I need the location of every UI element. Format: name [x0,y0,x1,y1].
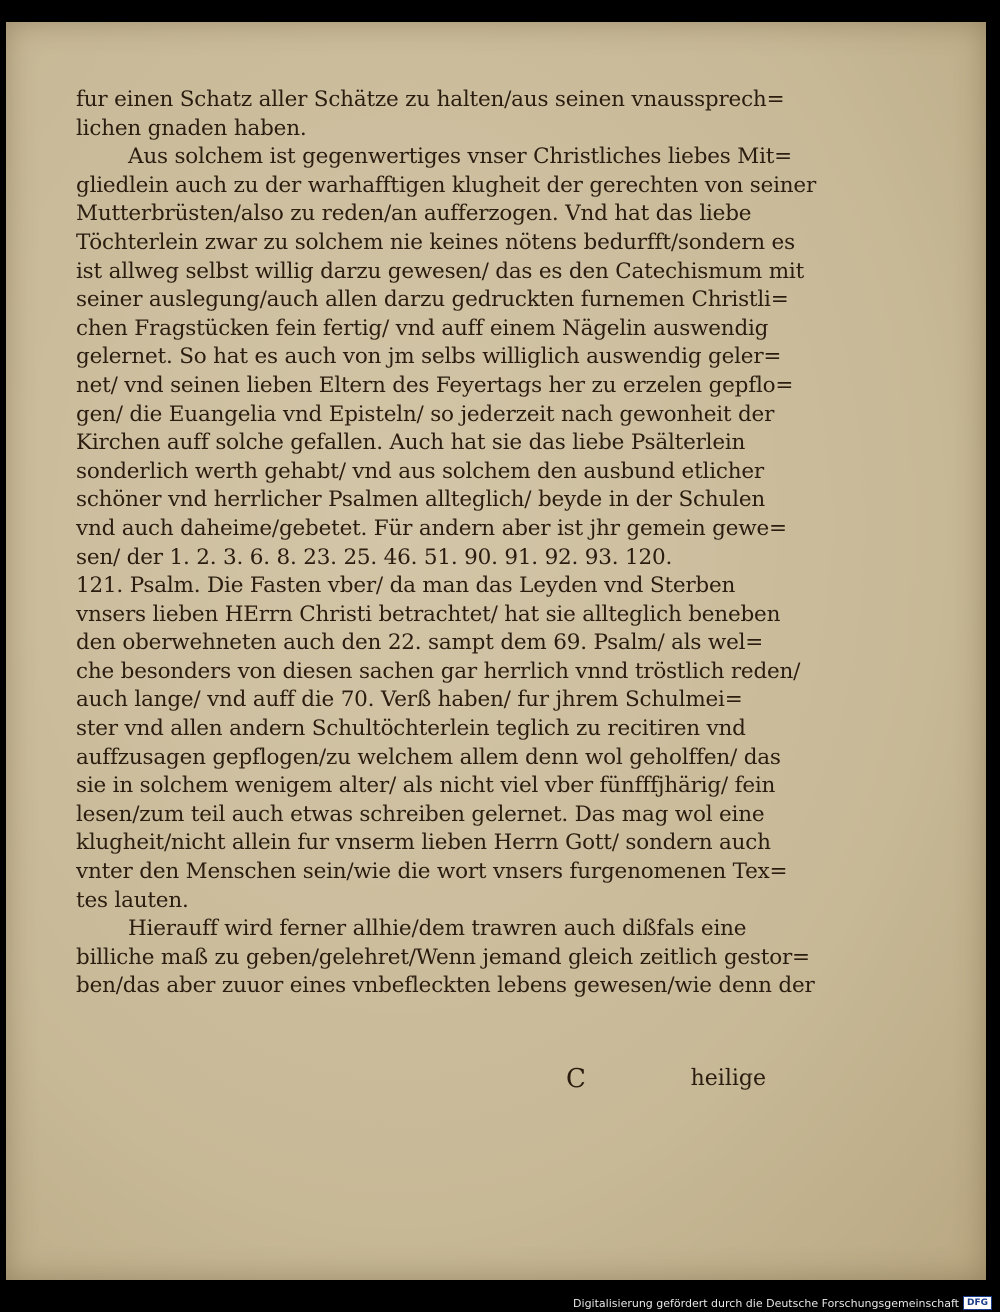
text-line: lichen gnaden haben. [76,115,307,141]
text-line: sie in solchem wenigem alter/ als nicht viel vber fünfffjhärig/ fein [76,773,776,799]
text-line: vnd auch daheime/gebetet. Für andern aber ist jhr gemein gewe= [76,515,787,541]
text-line: lesen/zum teil auch etwas schreiben gelernet. Das mag wol eine [76,801,765,827]
text-line: 121. Psalm. Die Fasten vber/ da man das Leyden vnd Sterben [76,573,736,599]
text-line: seiner auslegung/auch allen darzu gedruckten furnemen Christli= [76,287,789,313]
text-line: vnsers lieben HErrn Christi betrachtet/ hat sie allteglich beneben [76,601,781,627]
text-line: klugheit/nicht allein fur vnserm lieben Herrn Gott/ sondern auch [76,830,771,856]
text-line: ster vnd allen andern Schultöchterlein teglich zu recitiren vnd [76,716,746,742]
text-line: gelernet. So hat es auch von jm selbs williglich auswendig geler= [76,344,782,370]
text-line: che besonders von diesen sachen gar herrlich vnnd tröstlich reden/ [76,658,801,684]
digitization-credit [573,1296,992,1310]
credit-text: Digitalisierung gefördert durch die Deutsche Forschungsgemeinschaft [573,1296,959,1310]
text-line: den oberwehneten auch den 22. sampt dem 69. Psalm/ als wel= [76,630,764,656]
signature-mark: C [566,1064,586,1094]
text-line: vnter den Menschen sein/wie die wort vnsers furgenomenen Tex= [76,859,788,885]
text-line: Hierauff wird ferner allhie/dem trawren auch dißfals eine [128,916,747,942]
catchword: heilige [690,1066,766,1091]
text-line: schöner vnd herrlicher Psalmen allteglich/ beyde in der Schulen [76,487,765,513]
text-line: gen/ die Euangelia vnd Episteln/ so jederzeit nach gewonheit der [76,401,775,427]
text-line: gliedlein auch zu der warhafftigen klugheit der gerechten von seiner [76,172,817,198]
text-line: Aus solchem ist gegenwertiges vnser Christliches liebes Mit= [128,144,793,170]
text-line: auffzusagen gepflogen/zu welchem allem denn wol geholffen/ das [76,744,781,770]
page-text [76,86,817,1001]
text-line: Töchterlein zwar zu solchem nie keines nötens bedurfft/sondern es [76,229,795,255]
dfg-logo: DFG [963,1296,992,1310]
text-line: net/ vnd seinen lieben Eltern des Feyertags her zu erzelen gepflo= [76,372,794,398]
text-line: Mutterbrüsten/also zu reden/an aufferzogen. Vnd hat das liebe [76,201,752,227]
text-line: sen/ der 1. 2. 3. 6. 8. 23. 25. 46. 51. 90. 91. 92. 93. 120. [76,544,673,570]
text-line: tes lauten. [76,887,189,913]
book-page [6,22,986,1280]
text-line: billiche maß zu geben/gelehret/Wenn jemand gleich zeitlich gestor= [76,944,810,970]
text-line: sonderlich werth gehabt/ vnd aus solchem den ausbund etlicher [76,458,764,484]
text-line: fur einen Schatz aller Schätze zu halten/aus seinen vnaussprech= [76,87,785,112]
text-line: Kirchen auff solche gefallen. Auch hat sie das liebe Psälterlein [76,430,746,456]
text-line: ben/das aber zuuor eines vnbefleckten lebens gewesen/wie denn der [76,973,815,999]
text-line: ist allweg selbst willig darzu gewesen/ das es den Catechismum mit [76,258,805,284]
text-line: chen Fragstücken fein fertig/ vnd auff einem Nägelin auswendig [76,315,769,341]
text-line: auch lange/ vnd auff die 70. Verß haben/ fur jhrem Schulmei= [76,687,743,713]
page-bottom-line [76,1064,766,1098]
